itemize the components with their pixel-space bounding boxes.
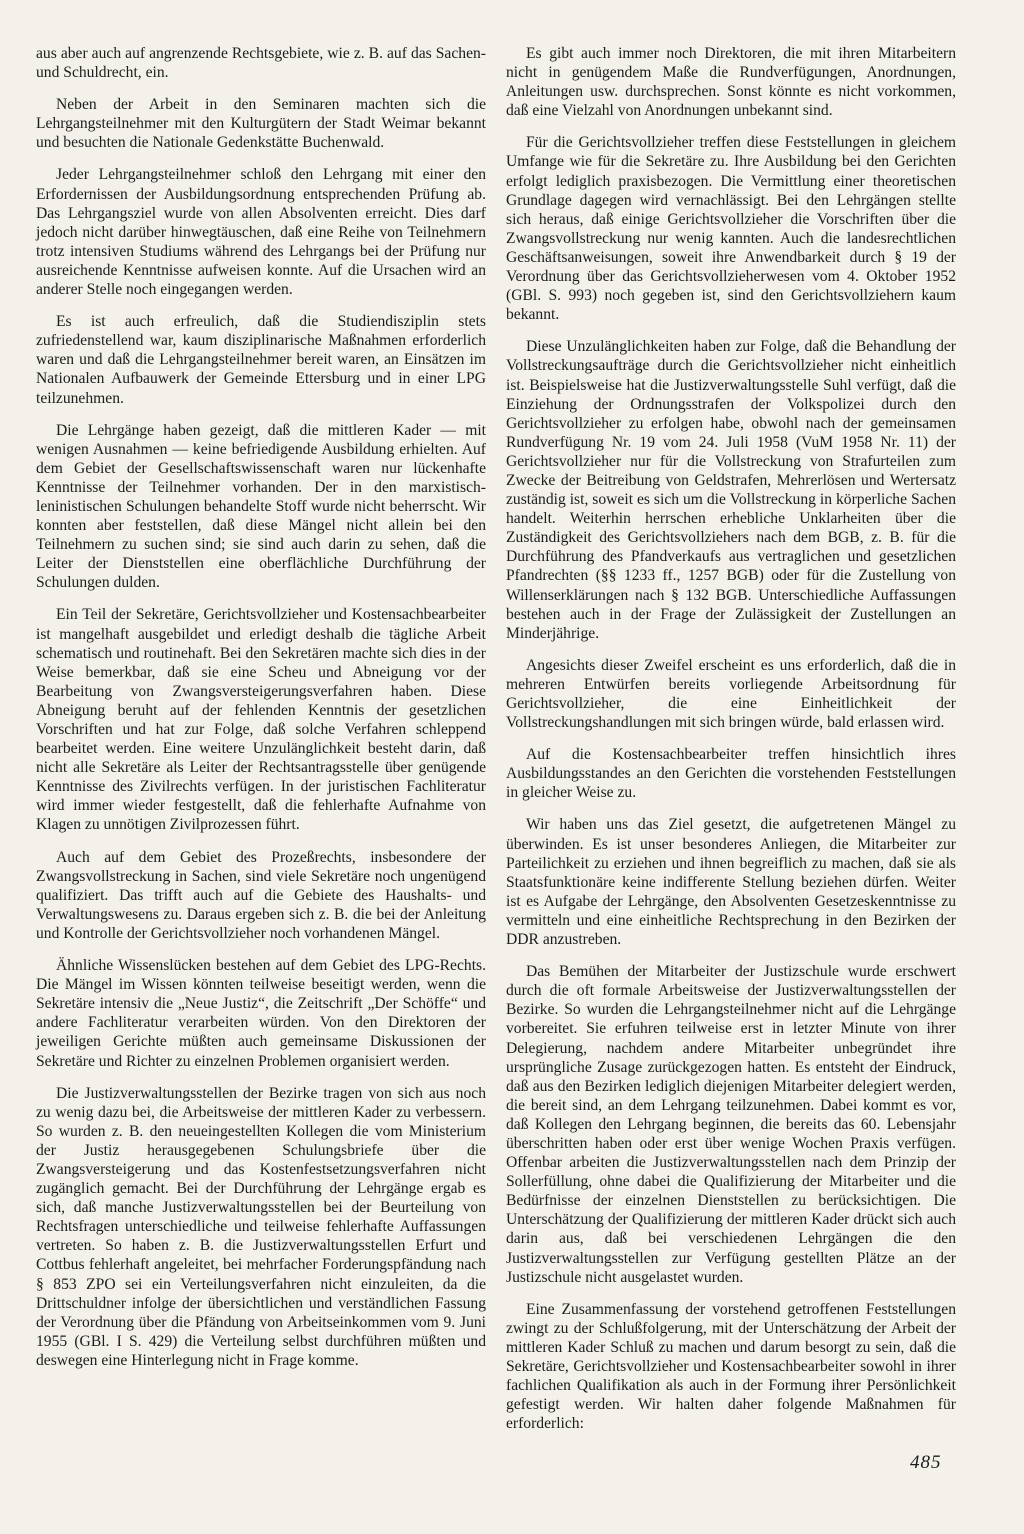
right-column xyxy=(506,44,956,1446)
paragraph: Die Lehrgänge haben gezeigt, daß die mittleren Kader — mit wenigen Ausnahmen — keine befriedigende Ausbildung erhielten. Auf dem Gebiet der Gesellschaftswissenschaft waren nur lückenhafte Kenntnisse der Teilnehmer vorhanden. Der in den marxistisch-leninistischen Schulungen behandelte Stoff wurde nicht beherrscht. Wir konnten aber feststellen, daß diese Mängel nicht allein bei den Teilnehmern zu suchen sind; sie sind auch darin zu sehen, daß die Leiter der Dienststellen eine oberflächliche Durchführung der Schulungen dulden. xyxy=(36,421,486,592)
paragraph: Eine Zusammenfassung der vorstehend getroffenen Feststellungen zwingt zu der Schlußfolgerung, mit der Unterschätzung der Arbeit der mittleren Kader Schluß zu machen und darum besorgt zu sein, daß die Sekretäre, Gerichtsvollzieher und Kostensachbearbeiter sowohl in ihrer fachlichen Qualifikation als auch in der Formung ihrer Persönlichkeit gefestigt werden. Wir halten daher folgende Maßnahmen für erforderlich: xyxy=(506,1300,956,1433)
paragraph: Es gibt auch immer noch Direktoren, die mit ihren Mitarbeitern nicht in genügendem Maße die Rundverfügungen, Anordnungen, Anleitungen usw. durchsprechen. Sonst könnte es nicht vorkommen, daß eine Vielzahl von Anordnungen unbekannt sind. xyxy=(506,45,956,120)
paragraph: Auch auf dem Gebiet des Prozeßrechts, insbesondere der Zwangsvollstreckung in Sachen, sind viele Sekretäre noch ungenügend qualifiziert. Das trifft auch auf die Gebiete des Haushalts- und Verwaltungswesens zu. Daraus ergeben sich z. B. die bei der Anleitung und Kontrolle der Gerichtsvollzieher noch vorhandenen Mängel. xyxy=(36,848,486,942)
paragraph: Für die Gerichtsvollzieher treffen diese Feststellungen in gleichem Umfange wie für die Sekretäre zu. Ihre Ausbildung bei den Gerichten erfolgt lediglich praxisbezogen. Die Vermittlung einer theoretischen Grundlage dagegen wird vernachlässigt. Bei den Lehrgängen stellte sich heraus, daß einige Gerichtsvollzieher die Vorschriften über die Zwangsvollstreckung nur wenig kannten. Auch die landesrechtlichen Geschäftsanweisungen, soweit ihre Anwendbarkeit durch § 19 der Verordnung über das Gerichtsvollzieherwesen vom 4. Oktober 1952 (GBl. S. 993) noch gegeben ist, sind den Gerichtsvollziehern kaum bekannt. xyxy=(506,134,956,324)
paragraph: Wir haben uns das Ziel gesetzt, die aufgetretenen Mängel zu überwinden. Es ist unser besonderes Anliegen, die Mitarbeiter zur Parteilichkeit zu erziehen und ihnen begreiflich zu machen, daß sie als Staatsfunktionäre keine indifferente Stellung beziehen dürfen. Weiter ist es Aufgabe der Lehrgänge, den Absolventen Gesetzeskenntnisse zu vermitteln und eine einheitliche Rechtsprechung in den Bezirken der DDR anzustreben. xyxy=(506,816,956,949)
paragraph: Ähnliche Wissenslücken bestehen auf dem Gebiet des LPG-Rechts. Die Mängel im Wissen könnten teilweise beseitigt werden, wenn die Sekretäre intensiv die „Neue Justiz“, die Zeitschrift „Der Schöffe“ und andere Fachliteratur verarbeiten würden. Von den Direktoren der jeweiligen Gerichte müßten auch gemeinsame Diskussionen der Sekretäre und Richter zu einzelnen Problemen organisiert werden. xyxy=(36,957,486,1070)
paragraph: Angesichts dieser Zweifel erscheint es uns erforderlich, daß die in mehreren Entwürfen bereits vorliegende Arbeitsordnung für Gerichtsvollzieher, die eine Einheitlichkeit der Vollstreckungshandlungen mit sich bringen würde, bald erlassen wird. xyxy=(506,656,956,732)
left-column xyxy=(36,44,486,1383)
paragraph: aus aber auch auf angrenzende Rechtsgebiete, wie z. B. auf das Sachen- und Schuldrecht, ein. xyxy=(36,45,486,82)
paragraph: Die Justizverwaltungsstellen der Bezirke tragen von sich aus noch zu wenig dazu bei, die Arbeitsweise der mittleren Kader zu verbessern. So wurden z. B. den neueingestellten Kollegen die vom Ministerium der Justiz herausgegebenen Schulungsbriefe über die Zwangsversteigerung und das Kostenfestsetzungsverfahren nicht zugänglich gemacht. Bei der Durchführung der Lehrgänge ergab es sich, daß manche Justizverwaltungsstellen bei der Beurteilung von Rechtsfragen unterschiedliche und teilweise fehlerhafte Auffassungen vertreten. So haben z. B. die Justizverwaltungsstellen Erfurt und Cottbus fehlerhaft angeleitet, bei mehrfacher Forderungspfändung nach § 853 ZPO sei ein Verteilungsverfahren nicht einzuleiten, da die Drittschuldner infolge der übersichtlichen und verständlichen Fassung der Verordnung über die Pfändung von Arbeitseinkommen vom 9. Juni 1955 (GBl. I S. 429) die Verteilung selbst durchführen müßten und deswegen eine Hinterlegung nicht in Frage komme. xyxy=(36,1084,486,1369)
paragraph: Auf die Kostensachbearbeiter treffen hinsichtlich ihres Ausbildungsstandes an den Gerichten die vorstehenden Feststellungen in gleicher Weise zu. xyxy=(506,746,956,802)
paragraph: Neben der Arbeit in den Seminaren machten sich die Lehrgangsteilnehmer mit den Kulturgütern der Stadt Weimar bekannt und besuchten die Nationale Gedenkstätte Buchenwald. xyxy=(36,96,486,152)
paragraph: Das Bemühen der Mitarbeiter der Justizschule wurde erschwert durch die oft formale Arbeitsweise der Justizverwaltungsstellen der Bezirke. So wurden die Lehrgangsteilnehmer nicht auf die Lehrgänge vorbereitet. Sie erfuhren teilweise erst in letzter Minute von ihrer Delegierung, nachdem andere Mitarbeiter unbegründet ihre ursprüngliche Zusage zurückgezogen hatten. Es entsteht der Eindruck, daß aus den Bezirken lediglich diejenigen Mitarbeiter delegiert werden, die bereit sind, an dem Lehrgang teilzunehmen. Dabei kommt es vor, daß Kollegen den Lehrgang beginnen, die bereits das 60. Lebensjahr überschritten haben oder erst über wenige Wochen Praxis verfügen. Offenbar arbeiten die Justizverwaltungsstellen nach dem Prinzip der Sollerfüllung, ohne dabei die Qualifizierung der Mitarbeiter und die Bedürfnisse der einzelnen Dienststellen zu berücksichtigen. Die Unterschätzung der Qualifizierung der mittleren Kader drückt sich auch darin aus, daß bei verschiedenen Lehrgängen die den Justizverwaltungsstellen zur Verfügung gestellten Plätze an der Justizschule nicht ausgelastet wurden. xyxy=(506,963,956,1286)
paragraph: Es ist auch erfreulich, daß die Studiendisziplin stets zufriedenstellend war, kaum disziplinarische Maßnahmen erforderlich waren und daß die Lehrgangsteilnehmer bereit waren, an Einsätzen im Nationalen Aufbauwerk der Gemeinde Ettersburg und in einer LPG teilzunehmen. xyxy=(36,313,486,407)
paragraph: Diese Unzulänglichkeiten haben zur Folge, daß die Behandlung der Vollstreckungsaufträge durch die Gerichtsvollzieher nicht einheitlich ist. Beispielsweise hat die Justizverwaltungsstelle Suhl verfügt, daß die Einziehung der Ordnungsstrafen der Volkspolizei durch den Gerichtsvollzieher zu erfolgen habe, obwohl nach der gemeinsamen Rundverfügung Nr. 19 vom 24. Juli 1958 (VuM 1958 Nr. 11) der Gerichtsvollzieher nur für die Vollstreckung von Strafurteilen zum Zwecke der Beitreibung von Geldstrafen, Mehrerlösen und Wertersatz zuständig ist, soweit es sich um die Vollstreckung in körperliche Sachen handelt. Weiterhin herrschen erhebliche Unklarheiten über die Zuständigkeit des Gerichtsvollziehers nach dem BGB, z. B. für die Durchführung des Pfandverkaufs aus vertraglichen und gesetzlichen Pfandrechten (§§ 1233 ff., 1257 BGB) oder für die Zustellung von Willenserklärungen nach § 132 BGB. Unterschiedliche Auffassungen bestehen auch in der Frage der Zulässigkeit der Zustellungen an Minderjährige. xyxy=(506,338,956,642)
paragraph: Ein Teil der Sekretäre, Gerichtsvollzieher und Kostensachbearbeiter ist mangelhaft ausgebildet und erledigt deshalb die tägliche Arbeit schematisch und routinehaft. Bei den Sekretären machte sich dies in der Weise bemerkbar, daß sie eine Scheu und Abneigung vor der Bearbeitung von Zwangsversteigerungsverfahren haben. Diese Abneigung beruht auf der fehlenden Kenntnis der gesetzlichen Vorschriften und hat zur Folge, daß solche Verfahren schleppend bearbeitet werden. Eine weitere Unzulänglichkeit besteht darin, daß nicht alle Sekretäre als Leiter der Rechtsantragsstelle über genügende Kenntnisse des Zivilrechts verfügen. In der juristischen Fachliteratur wird immer wieder festgestellt, daß die fehlerhafte Aufnahme von Klagen zu unnötigen Zivilprozessen führt. xyxy=(36,606,486,834)
page-number: 485 xyxy=(910,1452,942,1473)
paragraph: Jeder Lehrgangsteilnehmer schloß den Lehrgang mit einer den Erfordernissen der Ausbildungsordnung entsprechenden Prüfung ab. Das Lehrgangsziel wurde von allen Absolventen erreicht. Dies darf jedoch nicht darüber hinwegtäuschen, daß eine Reihe von Teilnehmern trotz intensiven Studiums während des Lehrgangs bei der Prüfung nur ausreichende Kenntnisse aufweisen konnte. Auf die Ursachen wird an anderer Stelle noch eingegangen werden. xyxy=(36,166,486,299)
